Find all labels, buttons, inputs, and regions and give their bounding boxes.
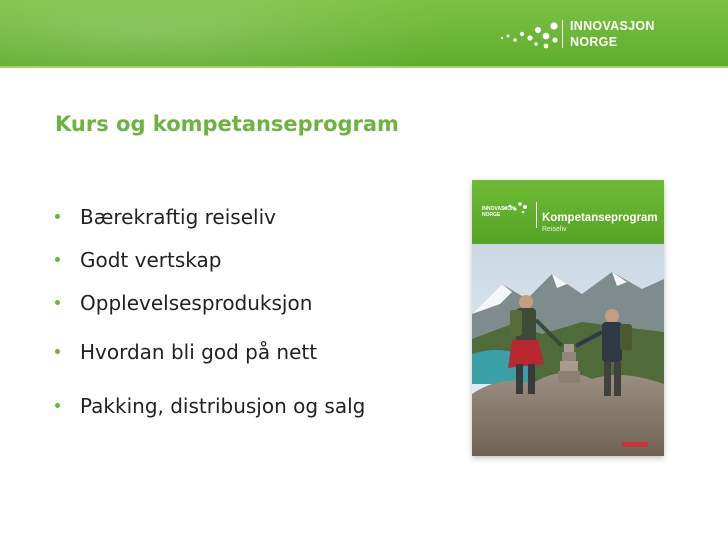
brochure-subtitle: Reiseliv <box>542 226 567 233</box>
brochure-logo-line-1: INNOVASJON <box>482 206 515 212</box>
logo-line-2: NORGE <box>570 35 618 49</box>
brochure-logo-text <box>482 206 515 218</box>
logo-dots-icon <box>498 16 560 52</box>
hikers-mountain-photo <box>472 244 664 456</box>
bullet-text: Pakking, distribusjon og salg <box>80 394 366 418</box>
banner-divider <box>0 66 728 68</box>
bullet-text: Godt vertskap <box>80 248 222 272</box>
brochure-cover-image <box>472 180 664 456</box>
bullet-dot-icon <box>55 214 60 219</box>
bullet-item-5 <box>55 394 365 418</box>
logo-line-1: INNOVASJON <box>570 19 655 33</box>
banner-swoosh <box>0 0 460 66</box>
bullet-text: Opplevelsesproduksjon <box>80 291 313 315</box>
bullet-dot-icon <box>55 349 60 354</box>
brochure-logo-line-2: NORGE <box>482 212 501 218</box>
slide-title: Kurs og kompetanseprogram <box>55 112 399 136</box>
brochure-title: Kompetanseprogram <box>542 212 658 224</box>
logo-divider <box>562 20 563 48</box>
logo-text <box>570 18 655 50</box>
bullet-dot-icon <box>55 403 60 408</box>
bullet-item-2 <box>55 248 221 272</box>
bullet-item-1 <box>55 205 276 229</box>
bullet-item-4 <box>55 340 317 364</box>
bullet-text: Bærekraftig reiseliv <box>80 205 276 229</box>
bullet-dot-icon <box>55 257 60 262</box>
top-banner <box>0 0 728 66</box>
innovasjon-norge-logo <box>498 14 668 54</box>
brochure-divider <box>536 202 537 228</box>
bullet-dot-icon <box>55 300 60 305</box>
bullet-text: Hvordan bli god på nett <box>80 340 318 364</box>
bullet-item-3 <box>55 291 312 315</box>
